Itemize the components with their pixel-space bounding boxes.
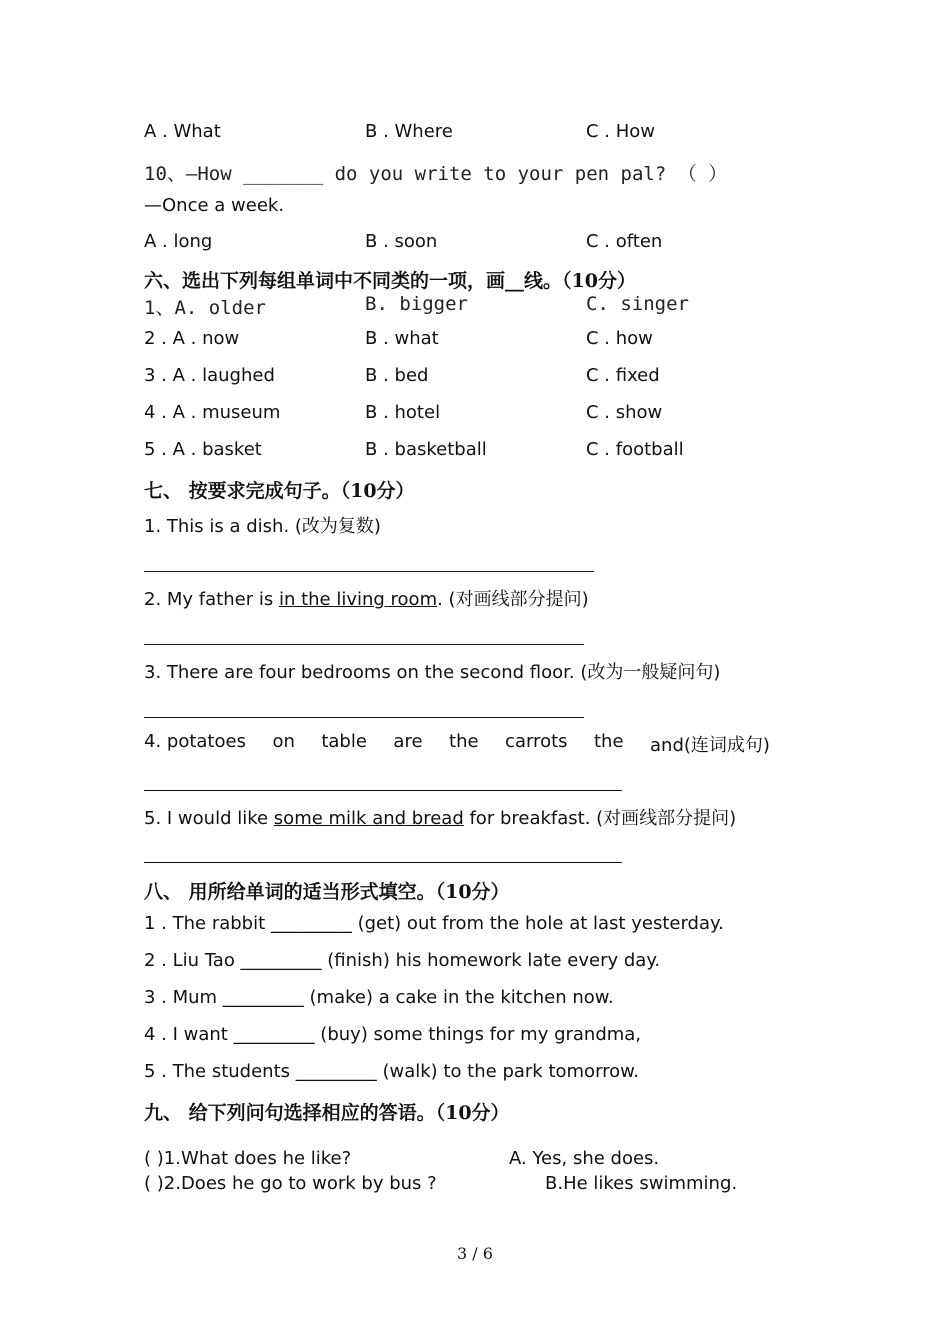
s7-q2-post: . (对画线部分提问) bbox=[437, 589, 589, 610]
s6-row1-c: C. singer bbox=[586, 293, 689, 315]
q10-option-a: A . long bbox=[144, 231, 213, 252]
s6-row5-c: C . football bbox=[586, 439, 684, 460]
s7-q4-word-4: are bbox=[393, 731, 423, 752]
s9-a1: A. Yes, she does. bbox=[509, 1148, 660, 1169]
q10-option-b: B . soon bbox=[365, 231, 438, 252]
q9-option-a: A . What bbox=[144, 121, 221, 142]
s9-q2: ( )2.Does he go to work by bus ? bbox=[144, 1173, 437, 1194]
s7-q4-word-3: table bbox=[321, 731, 367, 752]
s7-q2 bbox=[144, 585, 589, 611]
s7-q4-word-2: on bbox=[272, 731, 295, 752]
s7-q1-answer-line bbox=[144, 571, 594, 572]
s6-row4-b: B . hotel bbox=[365, 402, 441, 423]
s7-q4-answer-line bbox=[144, 790, 622, 791]
section6-title: 六、选出下列每组单词中不同类的一项，画__线。（10分） bbox=[144, 270, 636, 292]
s6-row3-c: C . fixed bbox=[586, 365, 660, 386]
q9-option-c: C . How bbox=[586, 121, 656, 142]
s7-q5-underlined: some milk and bread bbox=[273, 808, 464, 829]
s6-row1-b: B. bigger bbox=[365, 293, 468, 315]
s6-row5-a: 5 . A . basket bbox=[144, 439, 262, 460]
s7-q4-word-7: the bbox=[594, 731, 624, 752]
s7-q4-word-5: the bbox=[449, 731, 479, 752]
s7-q5-pre: 5. I would like bbox=[144, 808, 274, 829]
s7-q2-underlined: in the living room bbox=[278, 589, 438, 610]
section7-title: 七、 按要求完成句子。（10分） bbox=[144, 480, 415, 502]
s8-item-5: 5 . The students _________ (walk) to the park tomorrow. bbox=[144, 1061, 639, 1082]
s7-q5 bbox=[144, 804, 736, 830]
section9-title: 九、 给下列问句选择相应的答语。（10分） bbox=[144, 1102, 510, 1124]
s8-item-2: 2 . Liu Tao _________ (finish) his homework late every day. bbox=[144, 950, 661, 971]
section8-title: 八、 用所给单词的适当形式填空。（10分） bbox=[144, 881, 510, 903]
s6-row2-c: C . how bbox=[586, 328, 653, 349]
s6-row4-a: 4 . A . museum bbox=[144, 402, 281, 423]
s7-q5-post: for breakfast. (对画线部分提问) bbox=[463, 808, 737, 829]
s8-item-4: 4 . I want _________ (buy) some things for my grandma, bbox=[144, 1024, 642, 1045]
page-number: 3 / 6 bbox=[457, 1244, 493, 1263]
s7-q3-answer-line bbox=[144, 717, 584, 718]
s7-q4 bbox=[144, 731, 770, 757]
s9-q1: ( )1.What does he like? bbox=[144, 1148, 352, 1169]
s6-row2-a: 2 . A . now bbox=[144, 328, 240, 349]
q9-option-b: B . Where bbox=[365, 121, 453, 142]
s7-q4-word-6: carrots bbox=[505, 731, 568, 752]
s8-item-1: 1 . The rabbit _________ (get) out from the hole at last yesterday. bbox=[144, 913, 724, 934]
s7-q3: 3. There are four bedrooms on the second floor. (改为一般疑问句) bbox=[144, 662, 721, 683]
s7-q2-answer-line bbox=[144, 644, 584, 645]
s6-row5-b: B . basketball bbox=[365, 439, 487, 460]
s6-row4-c: C . show bbox=[586, 402, 663, 423]
s6-row3-b: B . bed bbox=[365, 365, 429, 386]
s6-row3-a: 3 . A . laughed bbox=[144, 365, 275, 386]
q10-stem: 10、—How _______ do you write to your pen pal? （ ） bbox=[144, 163, 728, 185]
s6-row1-a: 1、A. older bbox=[144, 297, 266, 319]
s9-a2: B.He likes swimming. bbox=[545, 1173, 738, 1194]
s7-q4-word-8: and(连词成句) bbox=[650, 735, 770, 756]
s7-q4-word-1: 4. potatoes bbox=[144, 731, 246, 752]
s7-q2-pre: 2. My father is bbox=[144, 589, 279, 610]
s7-q1: 1. This is a dish. (改为复数) bbox=[144, 516, 381, 537]
q10-answer: —Once a week. bbox=[144, 195, 285, 216]
s8-item-3: 3 . Mum _________ (make) a cake in the kitchen now. bbox=[144, 987, 614, 1008]
q10-option-c: C . often bbox=[586, 231, 663, 252]
s6-row2-b: B . what bbox=[365, 328, 439, 349]
s7-q5-answer-line bbox=[144, 862, 622, 863]
